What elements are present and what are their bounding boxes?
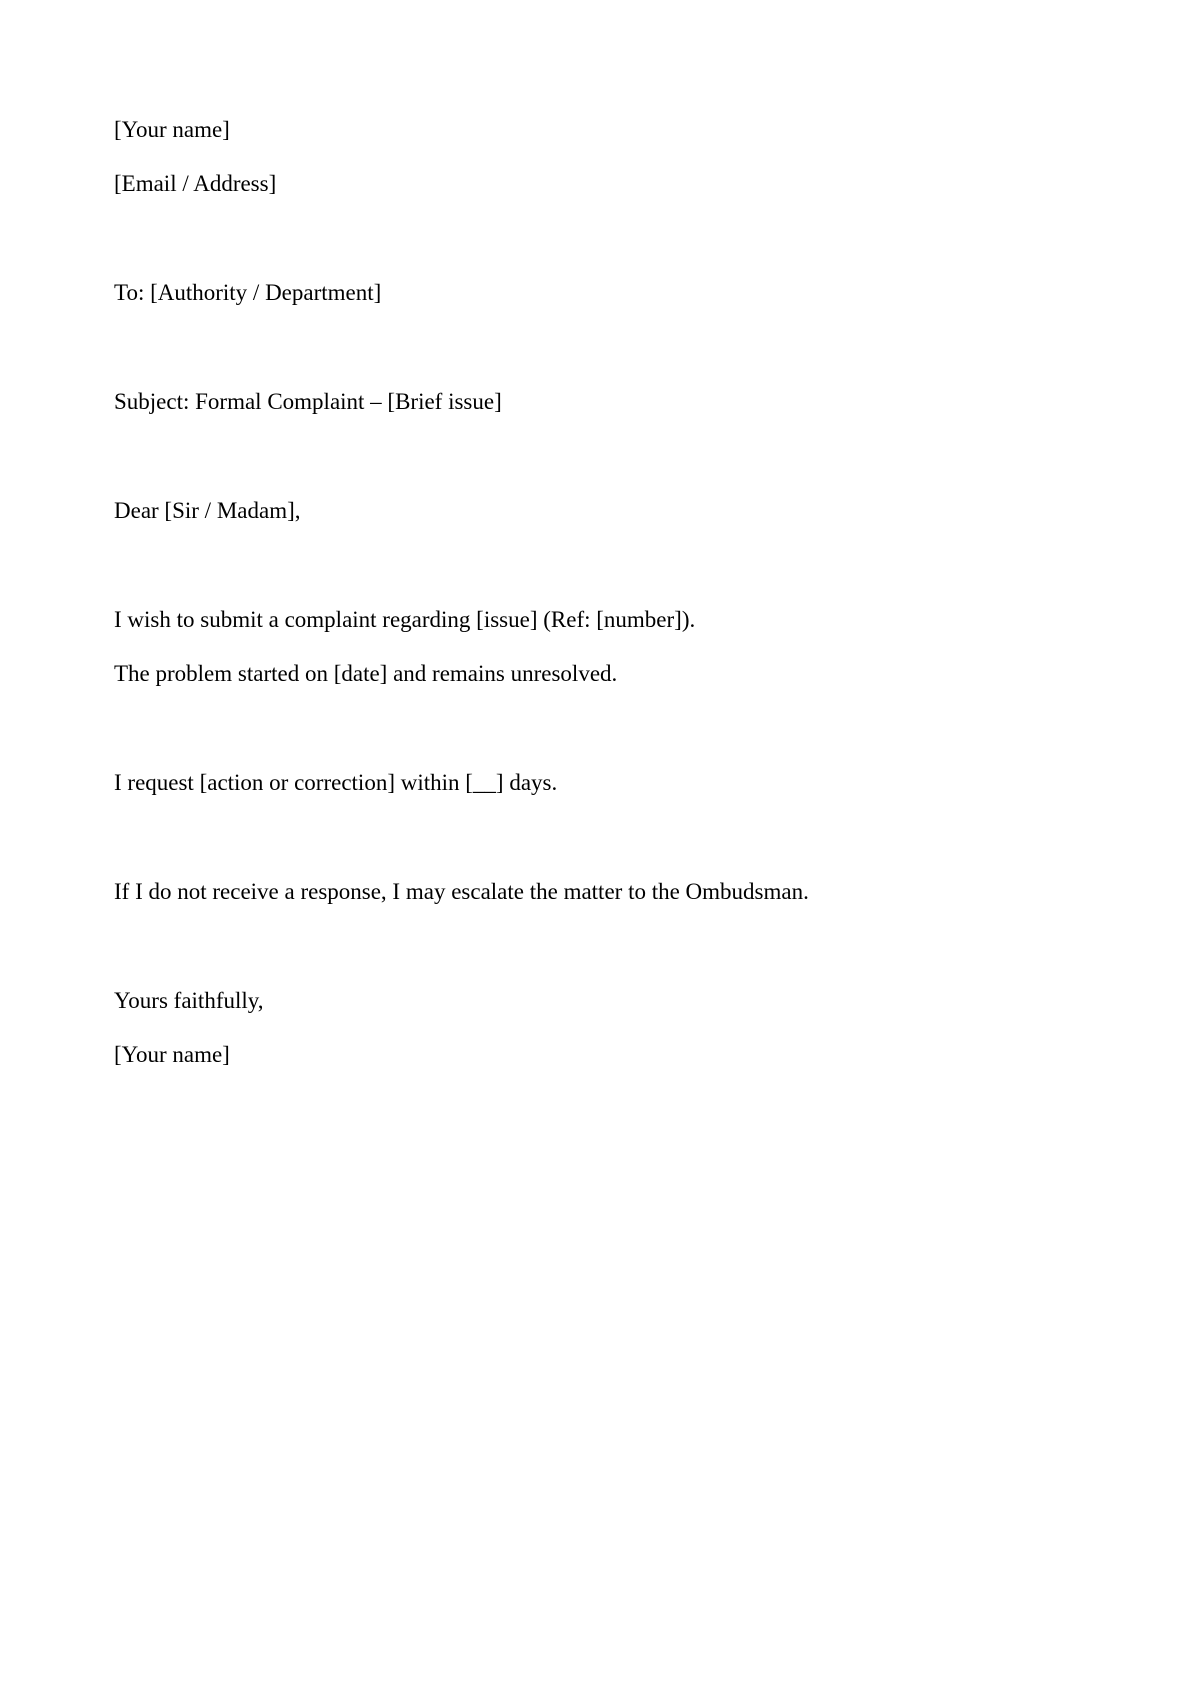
escalation-paragraph: If I do not receive a response, I may escalate the matter to the Ombudsman. xyxy=(114,879,809,904)
salutation: Dear [Sir / Madam], xyxy=(114,498,301,523)
request-paragraph: I request [action or correction] within [__] days. xyxy=(114,770,558,795)
complaint-paragraph: I wish to submit a complaint regarding [issue] (Ref: [number]). xyxy=(114,607,696,632)
sender-name: [Your name] xyxy=(114,117,230,142)
sender-contact: [Email / Address] xyxy=(114,171,277,196)
signature-name: [Your name] xyxy=(114,1042,230,1067)
history-paragraph: The problem started on [date] and remains unresolved. xyxy=(114,661,618,686)
subject-line: Subject: Formal Complaint – [Brief issue] xyxy=(114,389,502,414)
recipient-line: To: [Authority / Department] xyxy=(114,280,382,305)
closing-line: Yours faithfully, xyxy=(114,988,264,1013)
